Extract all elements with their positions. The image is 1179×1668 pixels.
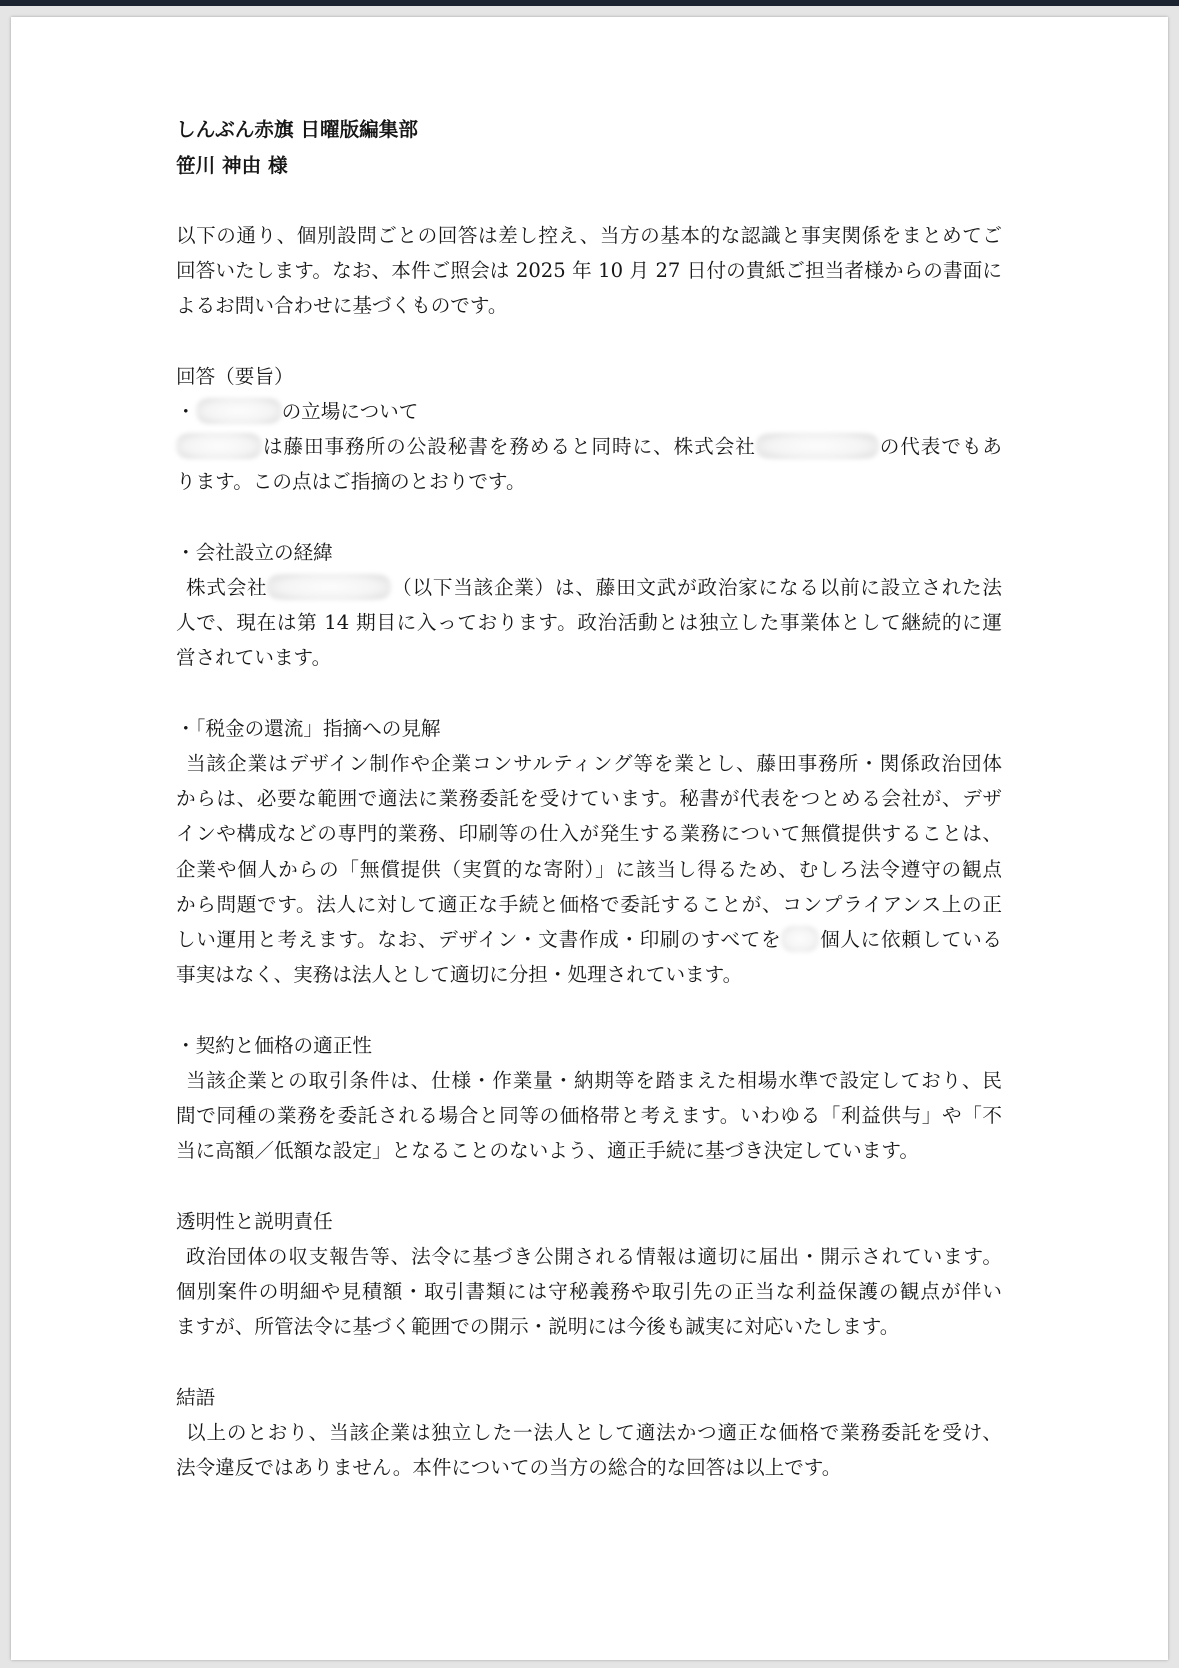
section-heading-text: の立場について xyxy=(281,399,419,423)
recipient-name: 笹川 神由 様 xyxy=(176,153,288,177)
section-line-text: 個人に依頼している xyxy=(819,928,1003,951)
section-line: 人で、現在は第 14 期目に入っております。政治活動とは独立した事業体として継続的に運 xyxy=(176,611,1002,635)
section-heading: ・「税金の還流」指摘への見解 xyxy=(176,716,441,740)
section-heading: ・契約と価格の適正性 xyxy=(176,1033,372,1057)
section-line xyxy=(176,429,1002,464)
section-line: 当に高額／低額な設定」となることのないよう、適正手続に基づき決定しています。 xyxy=(176,1139,919,1163)
section-line: 法令違反ではありません。本件についての当方の総合的な回答は以上です。 xyxy=(176,1456,842,1479)
section-line: ますが、所管法令に基づく範囲での開示・説明には今後も誠実に対応いたします。 xyxy=(176,1315,900,1339)
section-heading: 結語 xyxy=(176,1385,216,1409)
section-conclusion xyxy=(176,1380,1002,1486)
recipient-block xyxy=(176,112,1002,182)
section-line-text: は藤田事務所の公設秘書を務めると同時に、株式会社 xyxy=(262,435,756,459)
top-bar xyxy=(0,0,1179,6)
intro-line: よるお問い合わせに基づくものです。 xyxy=(176,294,508,318)
intro-line: 回答いたします。なお、本件ご照会は 2025 年 10 月 27 日付の貴紙ご担当者様からの書面に xyxy=(176,259,1002,283)
redacted-name xyxy=(196,398,282,424)
document-body xyxy=(176,112,1002,1485)
section-line-text: しい運用と考えます。なお、デザイン・文書作成・印刷のすべてを xyxy=(176,928,782,951)
section-line: からは、必要な範囲で適法に業務委託を受けています。秘書が代表をつとめる会社が、デザ xyxy=(176,787,1002,811)
section-line: 政治団体の収支報告等、法令に基づき公開される情報は適切に届出・開示されています。 xyxy=(186,1244,1002,1268)
section-line xyxy=(176,570,1002,605)
section-line-text: 株式会社 xyxy=(186,575,268,599)
section-line: インや構成などの専門的業務、印刷等の仕入が発生する業務について無償提供することは、 xyxy=(176,822,1002,846)
recipient-org: しんぶん赤旗 日曜版編集部 xyxy=(176,118,418,142)
document-page xyxy=(11,17,1168,1660)
section-heading: ・会社設立の経緯 xyxy=(176,540,333,564)
section-line: 当該企業との取引条件は、仕様・作業量・納期等を踏まえた相場水準で設定しており、民 xyxy=(186,1068,1002,1092)
section-line: ります。この点はご指摘のとおりです。 xyxy=(176,470,526,494)
redacted-company-name xyxy=(267,574,391,600)
section-line: 事実はなく、実務は法人として適切に分担・処理されています。 xyxy=(176,963,743,987)
section-company-founding xyxy=(176,535,1002,676)
intro-paragraph xyxy=(176,218,1002,324)
section-secretary-role xyxy=(176,394,1002,500)
section-line: から問題です。法人に対して適正な手続と価格で委託することが、コンプライアンス上の正 xyxy=(176,892,1002,916)
section-line: 以上のとおり、当該企業は独立した一法人として適法かつ適正な価格で業務委託を受け、 xyxy=(186,1420,1002,1444)
answer-heading-block xyxy=(176,359,1002,394)
bullet: ・ xyxy=(176,399,196,423)
section-line-text: の代表でもあ xyxy=(878,435,1003,459)
section-tax-reflux-view xyxy=(176,711,1002,993)
redacted-name xyxy=(781,926,819,952)
section-line: 企業や個人からの「無償提供（実質的な寄附）」に該当し得るため、むしろ法令遵守の観点 xyxy=(176,857,1002,881)
section-line: 営されています。 xyxy=(176,646,332,670)
redacted-company-name xyxy=(756,433,879,459)
intro-line: 以下の通り、個別設問ごとの回答は差し控え、当方の基本的な認識と事実関係をまとめてご xyxy=(176,223,1002,247)
section-line: 個別案件の明細や見積額・取引書類には守秘義務や取引先の正当な利益保護の観点が伴い xyxy=(176,1280,1002,1303)
redacted-name xyxy=(176,433,262,459)
section-heading: 透明性と説明責任 xyxy=(176,1209,333,1233)
section-line-text: （以下当該企業）は、藤田文武が政治家になる以前に設立された法 xyxy=(391,575,1003,599)
section-line: 間で同種の業務を委託される場合と同等の価格帯と考えます。いわゆる「利益供与」や「不 xyxy=(176,1104,1002,1127)
section-line xyxy=(176,922,1002,957)
section-transparency xyxy=(176,1204,1002,1345)
section-line: 当該企業はデザイン制作や企業コンサルティング等を業とし、藤田事務所・関係政治団体 xyxy=(186,751,1002,775)
section-heading xyxy=(176,394,1002,429)
answer-heading: 回答（要旨） xyxy=(176,364,294,388)
section-contract-pricing xyxy=(176,1028,1002,1169)
